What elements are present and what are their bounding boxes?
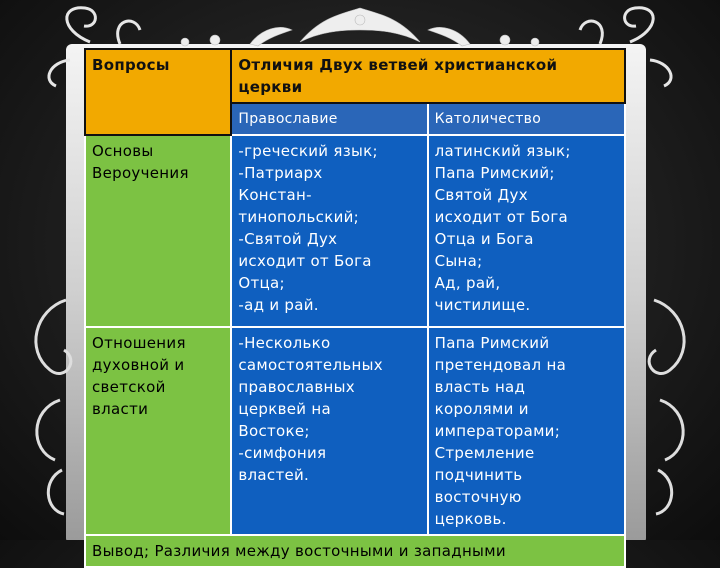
table-row	[85, 327, 625, 535]
row-question: Основы Вероучения	[85, 135, 231, 327]
header-questions: Вопросы	[85, 49, 231, 135]
row-orthodoxy: -Несколько самостоятельных православных церквей на Востоке; -симфония властей.	[231, 327, 427, 535]
header-differences: Отличия Двух ветвей христианской церкви	[231, 49, 625, 103]
comparison-table	[84, 48, 626, 568]
conclusion-row: Вывод; Различия между восточными и западными	[85, 535, 625, 567]
header-orthodoxy: Православие	[231, 103, 427, 135]
header-catholicism: Католичество	[428, 103, 625, 135]
table-row	[85, 135, 625, 327]
left-side-ornament	[36, 300, 71, 514]
row-catholicism: Папа Римский претендовал на власть над королями и императорами; Стремление подчинить восточную церковь.	[428, 327, 625, 535]
row-orthodoxy: -греческий язык; -Патриарх Констан- тинопольский; -Святой Дух исходит от Бога Отца; -ад и рай.	[231, 135, 427, 327]
row-question: Отношения духовной и светской власти	[85, 327, 231, 535]
right-side-ornament	[649, 300, 684, 514]
row-catholicism: латинский язык; Папа Римский; Святой Дух исходит от Бога Отца и Бога Сына; Ад, рай, чистилище.	[428, 135, 625, 327]
top-ornament	[181, 8, 539, 46]
